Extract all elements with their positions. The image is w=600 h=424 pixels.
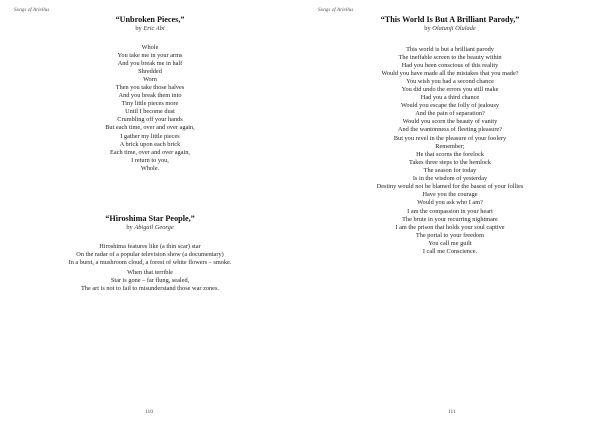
poem-author: Abigail George bbox=[134, 224, 174, 231]
poem-line: Takes three steps to the hemlock bbox=[409, 158, 491, 166]
poem-line: Until I become dust bbox=[125, 108, 175, 116]
byline-by: by bbox=[126, 224, 133, 231]
poem-line: But each time, over and over again, bbox=[105, 124, 195, 132]
poem-title: “Unbroken Pieces,” bbox=[115, 15, 185, 24]
stanza bbox=[0, 269, 300, 293]
stanza bbox=[300, 46, 600, 207]
poem-line: Each time, over and over again, bbox=[110, 148, 190, 156]
poem-line: But you revel in the pleasure of your foolery bbox=[393, 134, 507, 142]
poem-line: The art is not to fail to misunderstand those war zones. bbox=[81, 285, 219, 293]
poem-line: You take me in your arms bbox=[117, 52, 183, 60]
poem-byline bbox=[300, 25, 600, 33]
poem-line: A brick upon each brick bbox=[119, 140, 181, 148]
poem-line: Would you have made all the mistakes that you made? bbox=[381, 70, 519, 78]
poem-line: Had you been conscious of this reality bbox=[401, 62, 499, 70]
poem-line: In a burst, a mushroom cloud, a forest of white flowers – smoke. bbox=[68, 259, 232, 267]
poem-line: Worn bbox=[143, 76, 157, 84]
poem-line: You wish you had a second chance bbox=[406, 78, 494, 86]
poem-line: Then you take those halves bbox=[115, 84, 185, 92]
poem-line: The ineffable screen to the beauty within bbox=[398, 54, 502, 62]
poem-line: And the pain of separation? bbox=[415, 110, 485, 118]
poem-line: Would you escape the folly of jealousy bbox=[400, 102, 500, 110]
poem-line: Shredded bbox=[138, 68, 162, 76]
poem-line: Would you ask who I am? bbox=[417, 198, 483, 206]
poem-line: I am the compassion in your heart bbox=[407, 207, 493, 215]
poem-line: And you break them into bbox=[118, 92, 182, 100]
stanza bbox=[0, 44, 300, 173]
poem-line: Have you the courage bbox=[422, 190, 478, 198]
poem-line: Whole. bbox=[140, 164, 160, 172]
byline-by: by bbox=[424, 25, 431, 32]
poem-line: The brute in your recurring nightmare bbox=[402, 215, 498, 223]
poem-title: “Hiroshima Star People,” bbox=[105, 214, 195, 223]
poem-line: I am the prison that holds your soul captive bbox=[395, 224, 505, 232]
poem-line: I return to you, bbox=[131, 156, 169, 164]
poem-author: Olatunji Olulade bbox=[432, 25, 476, 32]
poem-line: When that terrible bbox=[127, 269, 173, 277]
poem-line: This world is but a brilliant parody bbox=[406, 46, 494, 53]
right-page bbox=[300, 0, 600, 424]
poem-line: I gather my little pieces bbox=[120, 132, 180, 140]
poem-line: And the wantonness of fleeting pleasure? bbox=[397, 126, 503, 134]
poem-line: Destiny would not be blamed for the basest of your follies bbox=[376, 182, 524, 190]
stanza bbox=[300, 208, 600, 256]
poem-hiroshima-star-people bbox=[0, 214, 300, 293]
poem-byline bbox=[0, 25, 300, 33]
poem-line: The portal to your freedom bbox=[415, 232, 485, 240]
poem-byline bbox=[0, 224, 300, 232]
poem-line: Hiroshima features like (a thin scar) star bbox=[99, 243, 201, 250]
poem-line: On the radar of a popular television show (a documentary) bbox=[76, 251, 224, 259]
poem-line: Crumbling off your hands bbox=[117, 116, 183, 124]
page-number: 110 bbox=[145, 409, 153, 415]
poem-author: Eric Abi bbox=[143, 25, 165, 32]
running-head: Songs of Ariellus bbox=[14, 7, 50, 13]
poem-line: Had you a third chance bbox=[420, 94, 480, 102]
running-head: Songs of Ariellus bbox=[318, 7, 354, 13]
poem-line: Is in the wisdom of yesterday bbox=[412, 174, 488, 182]
poem-line: You did undo the errors you still make bbox=[401, 86, 499, 94]
poem-line: He that scorns the forelock bbox=[416, 150, 484, 158]
poem-this-world-is-but-a-brilliant-parody bbox=[300, 15, 600, 256]
poem-line: You call me guilt bbox=[428, 240, 472, 248]
poem-line: Would you scorn the beauty of vanity bbox=[402, 118, 498, 126]
poem-line: Remember; bbox=[435, 142, 465, 150]
byline-by: by bbox=[135, 25, 142, 32]
poem-line: Tiny little pieces more bbox=[121, 100, 179, 108]
page-number: 111 bbox=[448, 409, 456, 415]
poem-line: I call me Conscience. bbox=[422, 248, 478, 256]
poem-line: Whole bbox=[141, 44, 159, 51]
poem-title: “This World Is But A Brilliant Parody,” bbox=[380, 15, 520, 24]
poem-line: Star is gone – far flung, sealed, bbox=[110, 277, 190, 285]
poem-unbroken-pieces bbox=[0, 15, 300, 173]
stanza bbox=[0, 243, 300, 267]
poem-line: And you break me in half bbox=[117, 60, 183, 68]
poem-line: The season for today bbox=[423, 166, 477, 174]
